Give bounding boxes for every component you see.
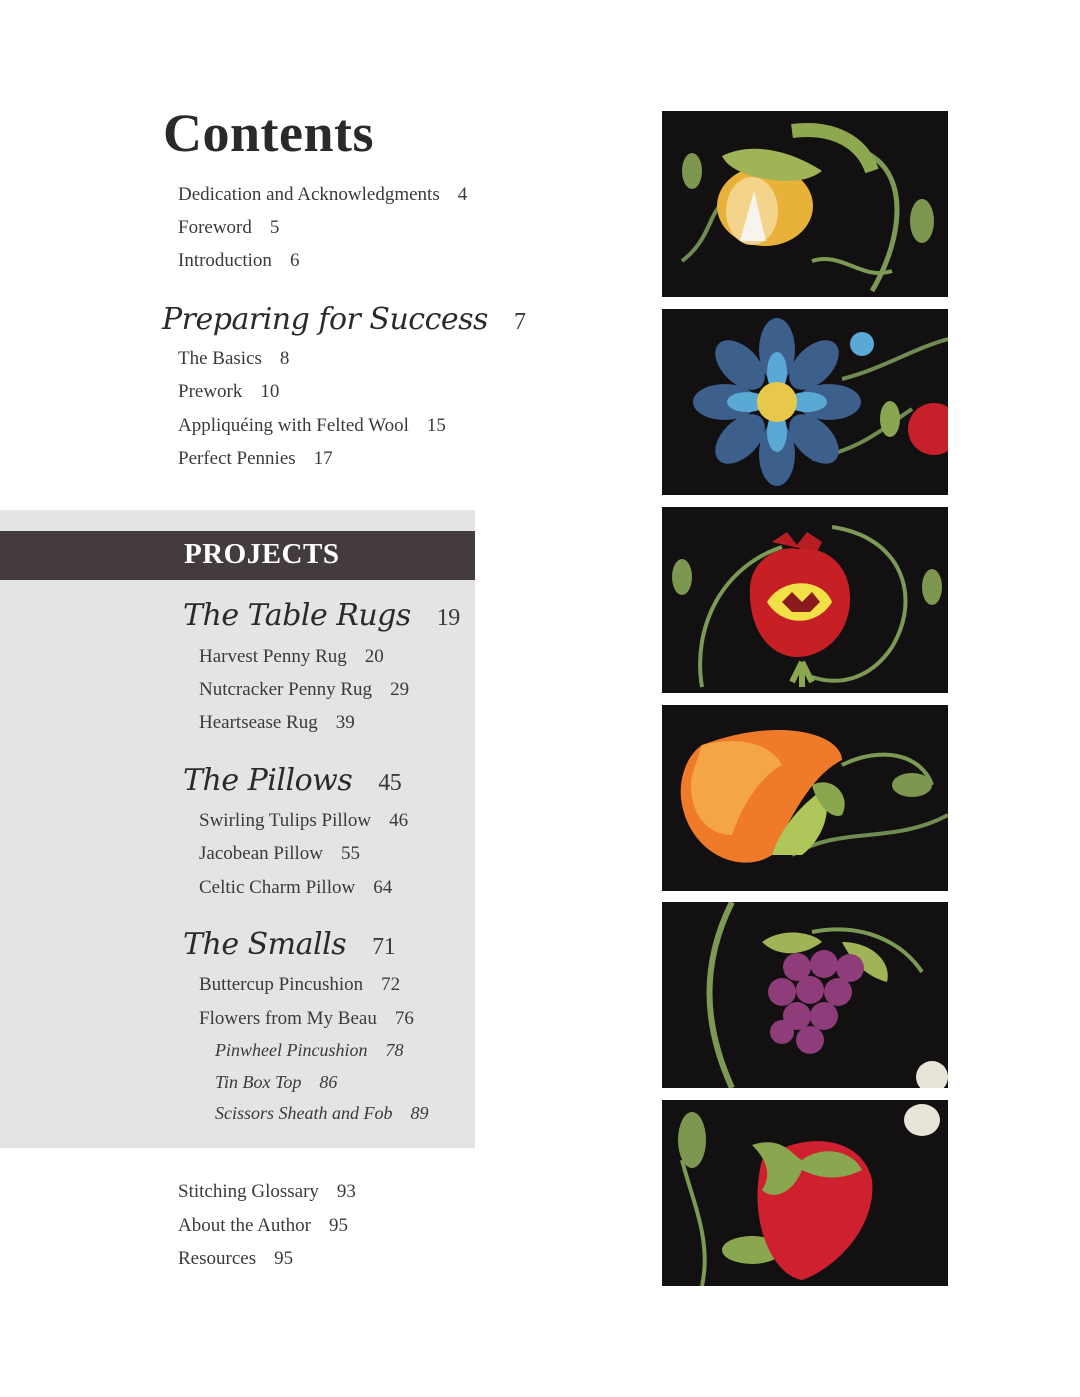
toc-label: Foreword: [178, 217, 252, 238]
toc-label: Pinwheel Pincushion: [215, 1040, 368, 1060]
projects-label: PROJECTS: [184, 538, 340, 570]
toc-page: 86: [319, 1072, 338, 1092]
section-heading-label: Preparing for Success: [162, 302, 488, 337]
yellow-flower-applique-icon: [662, 111, 948, 297]
toc-page: 8: [279, 348, 290, 369]
toc-label: Buttercup Pincushion: [199, 974, 364, 995]
toc-label: Harvest Penny Rug: [199, 646, 347, 667]
toc-page: 5: [269, 217, 280, 238]
toc-label: Introduction: [178, 250, 272, 271]
toc-label: Jacobean Pillow: [199, 843, 324, 864]
toc-entry-about-the-author[interactable]: [178, 1215, 348, 1237]
toc-entry-harvest-penny-rug[interactable]: [199, 646, 384, 668]
section-heading-page: 7: [513, 309, 526, 335]
toc-entry-jacobean-pillow[interactable]: [199, 843, 360, 865]
toc-label: Scissors Sheath and Fob: [215, 1103, 393, 1123]
toc-label: Heartsease Rug: [199, 712, 318, 733]
toc-page: 89: [410, 1103, 429, 1123]
toc-label: Resources: [178, 1248, 257, 1269]
strawberry-applique-icon: [662, 1100, 948, 1286]
toc-label: The Basics: [178, 348, 262, 369]
toc-label: Celtic Charm Pillow: [199, 877, 356, 898]
orange-flower-applique-icon: [662, 705, 948, 891]
toc-entry-swirling-tulips-pillow[interactable]: [199, 810, 408, 832]
toc-page: 17: [313, 448, 333, 469]
toc-entry-flowers-from-my-beau[interactable]: [199, 1008, 414, 1030]
section-heading-label: The Smalls: [183, 927, 347, 962]
toc-entry-resources[interactable]: [178, 1248, 293, 1270]
section-heading-page: 45: [378, 770, 402, 796]
toc-page: 95: [274, 1248, 294, 1269]
toc-entry-perfect-pennies[interactable]: [178, 448, 333, 470]
section-heading-label: The Pillows: [183, 763, 353, 798]
toc-label: Flowers from My Beau: [199, 1008, 377, 1029]
toc-entry-appliqueing[interactable]: [178, 415, 446, 437]
section-heading-preparing[interactable]: [162, 302, 525, 337]
toc-page: 39: [335, 712, 355, 733]
toc-page: 95: [329, 1215, 348, 1236]
toc-entry-dedication[interactable]: [178, 184, 467, 206]
toc-label: About the Author: [178, 1215, 311, 1236]
toc-page: 72: [381, 974, 401, 995]
toc-page: 93: [336, 1181, 356, 1202]
toc-entry-introduction[interactable]: [178, 250, 299, 272]
toc-page: 10: [260, 381, 280, 402]
toc-entry-prework[interactable]: [178, 381, 279, 403]
toc-label: Appliquéing with Felted Wool: [178, 415, 409, 436]
blue-flower-applique-icon: [662, 309, 948, 495]
toc-page: 29: [390, 679, 410, 700]
toc-entry-basics[interactable]: [178, 348, 289, 370]
toc-page: 55: [341, 843, 361, 864]
toc-page: 6: [289, 250, 300, 271]
section-heading-table-rugs[interactable]: [183, 598, 460, 633]
toc-page: 76: [394, 1008, 414, 1029]
toc-entry-stitching-glossary[interactable]: [178, 1181, 356, 1203]
toc-entry-foreword[interactable]: [178, 217, 279, 239]
section-heading-label: The Table Rugs: [183, 598, 411, 633]
toc-entry-heartsease-rug[interactable]: [199, 712, 355, 734]
toc-page: 46: [389, 810, 409, 831]
pomegranate-applique-icon: [662, 507, 948, 693]
grapes-applique-icon: [662, 902, 948, 1088]
toc-entry-buttercup-pincushion[interactable]: [199, 974, 400, 996]
page-title: Contents: [163, 103, 375, 163]
toc-subentry-pinwheel-pincushion[interactable]: [215, 1040, 403, 1061]
section-heading-smalls[interactable]: [183, 927, 395, 962]
toc-label: Dedication and Acknowledgments: [178, 184, 440, 205]
toc-entry-celtic-charm-pillow[interactable]: [199, 877, 392, 899]
toc-label: Swirling Tulips Pillow: [199, 810, 372, 831]
section-heading-page: 71: [372, 934, 396, 960]
section-heading-page: 19: [436, 605, 460, 631]
toc-subentry-scissors-sheath[interactable]: [215, 1103, 429, 1124]
toc-subentry-tin-box-top[interactable]: [215, 1072, 337, 1093]
toc-page: 78: [385, 1040, 404, 1060]
toc-entry-nutcracker-penny-rug[interactable]: [199, 679, 409, 701]
section-heading-pillows[interactable]: [183, 763, 401, 798]
toc-page: 64: [373, 877, 393, 898]
toc-label: Tin Box Top: [215, 1072, 302, 1092]
toc-page: 20: [364, 646, 384, 667]
toc-label: Prework: [178, 381, 243, 402]
toc-label: Stitching Glossary: [178, 1181, 319, 1202]
toc-page: 15: [426, 415, 446, 436]
toc-page: 4: [457, 184, 468, 205]
toc-label: Nutcracker Penny Rug: [199, 679, 373, 700]
toc-label: Perfect Pennies: [178, 448, 296, 469]
